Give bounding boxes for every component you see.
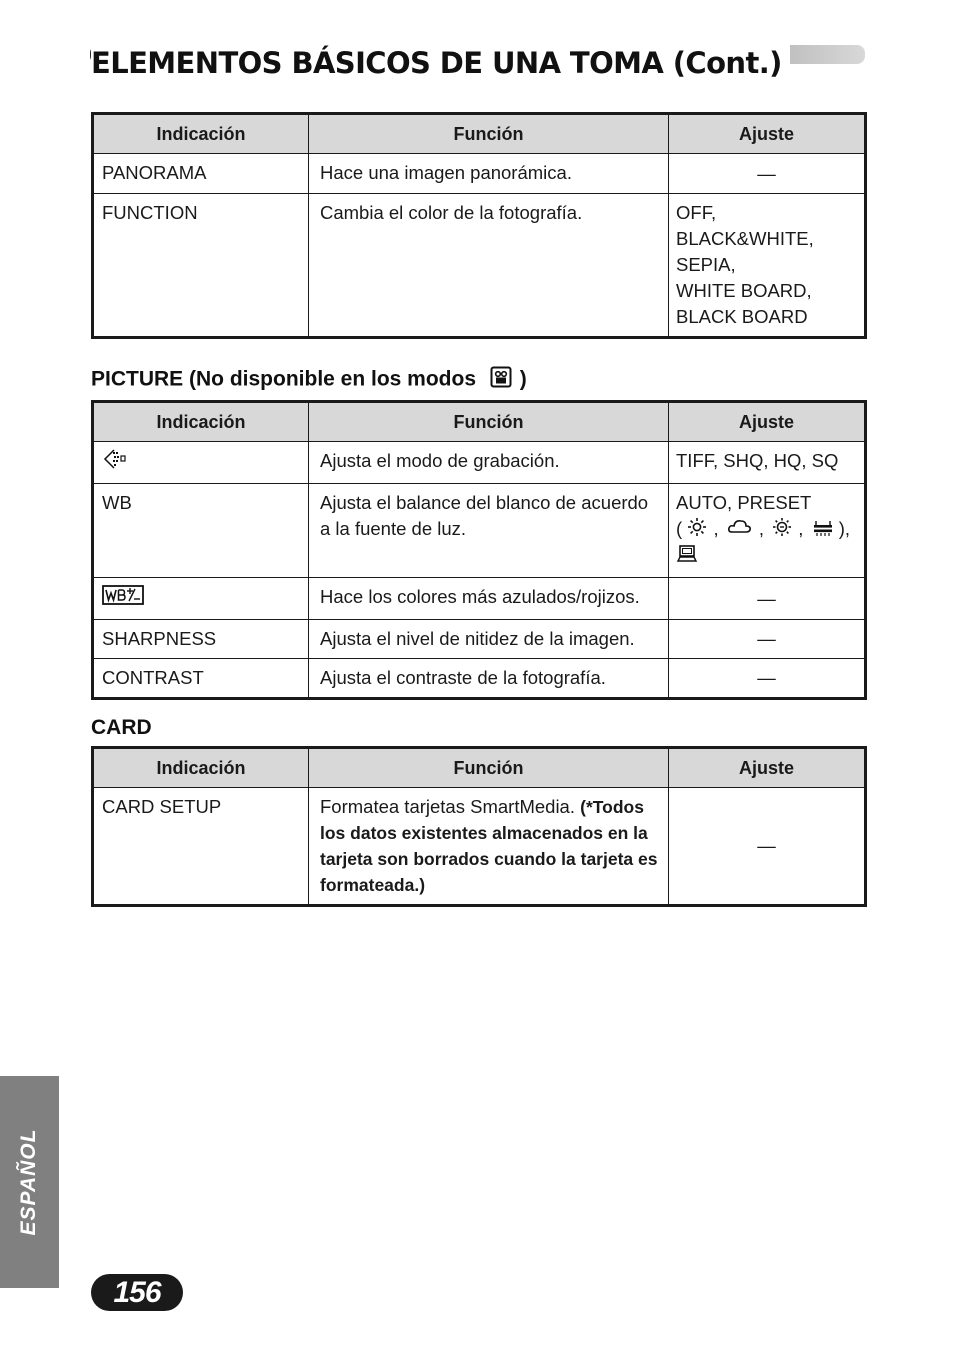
table-header-row xyxy=(93,402,866,442)
table-row xyxy=(93,578,866,620)
cell-ajuste xyxy=(669,194,866,338)
format-warning: (*Todos los datos existentes almacenados en la tarjeta son borrados cuando la tarjeta es formateada.) xyxy=(320,797,658,895)
cell-ajuste: — xyxy=(669,154,866,194)
cell-indicacion: CONTRAST xyxy=(93,659,309,699)
cell-ajuste: — xyxy=(669,788,866,906)
cell-indicacion: SHARPNESS xyxy=(93,620,309,659)
movie-mode-icon xyxy=(490,366,512,394)
section-heading-picture: PICTURE (No disponible en los modos ) xyxy=(91,366,527,394)
language-tab xyxy=(0,1076,59,1288)
cell-indicacion: WB xyxy=(93,484,309,578)
table-card xyxy=(91,746,867,907)
cell-ajuste: — xyxy=(669,578,866,620)
cloudy-icon xyxy=(727,517,753,544)
table-row xyxy=(93,194,866,338)
wb-options-text: AUTO, PRESET xyxy=(676,492,812,513)
cell-indicacion: FUNCTION xyxy=(93,194,309,338)
cell-ajuste: — xyxy=(669,620,866,659)
table-header-row xyxy=(93,748,866,788)
col-header-funcion: Función xyxy=(309,114,669,154)
record-mode-icon xyxy=(102,448,130,477)
evaluative-wb-icon xyxy=(676,544,698,571)
fluorescent-icon xyxy=(812,517,834,544)
sunny-icon xyxy=(687,517,707,544)
cell-ajuste xyxy=(669,484,866,578)
ajuste-option: WHITE BOARD, xyxy=(676,280,812,301)
cell-funcion: Ajusta el nivel de nitidez de la imagen. xyxy=(309,620,669,659)
cell-funcion: Cambia el color de la fotografía. xyxy=(309,194,669,338)
ajuste-option: SEPIA, xyxy=(676,254,736,275)
table-picture xyxy=(91,400,867,700)
cell-indicacion xyxy=(93,442,309,484)
page-title: ELEMENTOS BÁSICOS DE UNA TOMA (Cont.) xyxy=(91,44,790,82)
table-row xyxy=(93,154,866,194)
table-row xyxy=(93,620,866,659)
cell-funcion: Hace los colores más azulados/rojizos. xyxy=(309,578,669,620)
col-header-funcion: Función xyxy=(309,402,669,442)
ajuste-option: BLACK BOARD xyxy=(676,306,808,327)
cell-ajuste: — xyxy=(669,659,866,699)
col-header-ajuste: Ajuste xyxy=(669,402,866,442)
page-number: 156 xyxy=(91,1274,183,1311)
cell-indicacion xyxy=(93,578,309,620)
col-header-indicacion: Indicación xyxy=(93,402,309,442)
cell-funcion: Ajusta el balance del blanco de acuerdo a la fuente de luz. xyxy=(309,484,669,578)
col-header-indicacion: Indicación xyxy=(93,114,309,154)
col-header-ajuste: Ajuste xyxy=(669,114,866,154)
table-row xyxy=(93,484,866,578)
wb-icons: ( , , , ), xyxy=(676,516,856,544)
cell-funcion: Hace una imagen panorámica. xyxy=(309,154,669,194)
cell-indicacion: CARD SETUP xyxy=(93,788,309,906)
table-functions xyxy=(91,112,867,339)
cell-ajuste: TIFF, SHQ, HQ, SQ xyxy=(669,442,866,484)
ajuste-option: BLACK&WHITE, xyxy=(676,228,814,249)
ajuste-option: OFF, xyxy=(676,202,717,223)
table-row xyxy=(93,788,866,906)
col-header-funcion: Función xyxy=(309,748,669,788)
table-header-row xyxy=(93,114,866,154)
wb-shift-icon xyxy=(102,584,144,613)
table-row xyxy=(93,659,866,699)
section-heading-card: CARD xyxy=(91,716,152,739)
tungsten-icon xyxy=(772,517,792,544)
cell-indicacion: PANORAMA xyxy=(93,154,309,194)
cell-funcion: Formatea tarjetas SmartMedia. (*Todos los datos existentes almacenados en la tarjeta son borrados cuando la tarjeta es formateada.) xyxy=(309,788,669,906)
col-header-ajuste: Ajuste xyxy=(669,748,866,788)
col-header-indicacion: Indicación xyxy=(93,748,309,788)
language-label: ESPAÑOL xyxy=(17,1128,40,1236)
table-row xyxy=(93,442,866,484)
cell-funcion: Ajusta el contraste de la fotografía. xyxy=(309,659,669,699)
cell-funcion: Ajusta el modo de grabación. xyxy=(309,442,669,484)
